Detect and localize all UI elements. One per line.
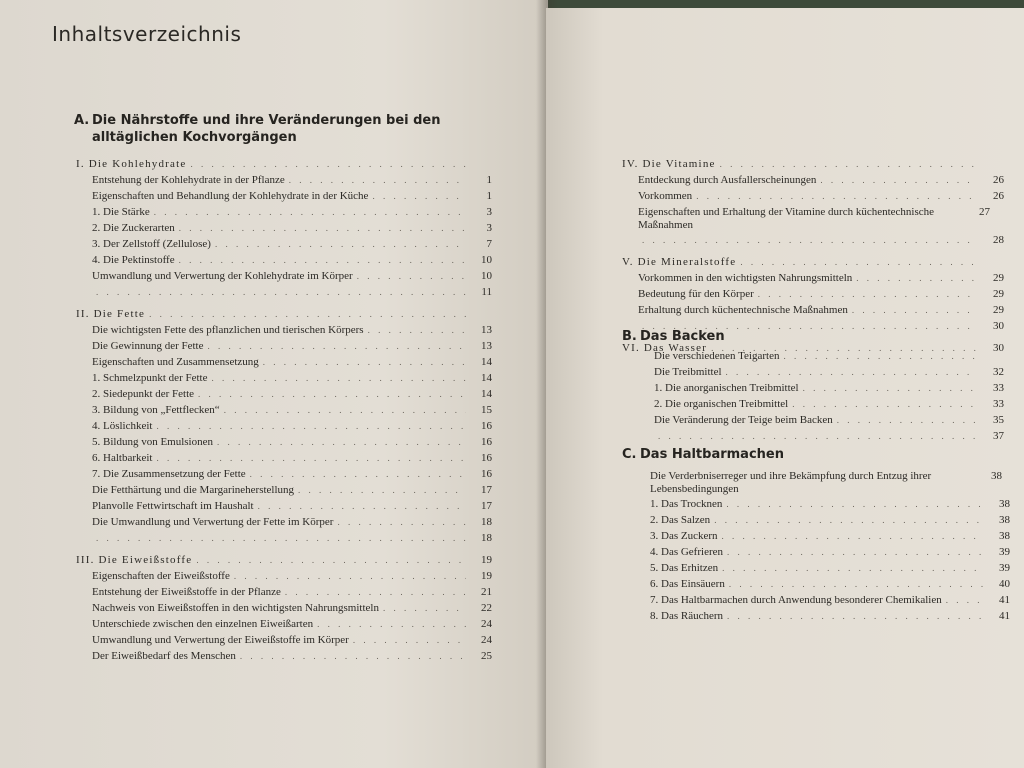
toc-page-number: 33	[993, 398, 1004, 410]
toc-page-number: 16	[481, 452, 492, 464]
toc-entry	[92, 220, 492, 236]
toc-leader-dots	[820, 172, 978, 188]
toc-leader-dots	[740, 254, 978, 270]
toc-entry-text: Planvolle Fettwirtschaft im Haushalt	[92, 500, 254, 512]
toc-group-heading	[622, 254, 1004, 270]
toc-leader-dots	[729, 576, 984, 592]
toc-entry	[92, 600, 492, 616]
toc-entry-text: V. Die Mineralstoffe	[622, 256, 737, 268]
toc-page-number: 41	[999, 610, 1010, 622]
toc-leader-dots	[357, 268, 466, 284]
toc-group-heading	[76, 306, 492, 322]
toc-entry-text: Vorkommen	[638, 190, 693, 202]
toc-entry	[650, 592, 1010, 608]
toc-leader-dots	[240, 648, 466, 664]
toc-page-number: 7	[486, 238, 492, 250]
toc-entry	[638, 172, 1004, 188]
toc-entry-text: III. Die Eiweißstoffe	[76, 554, 193, 566]
toc-page-number: 17	[481, 484, 492, 496]
toc-entry	[654, 348, 1004, 364]
toc-page-number: 1	[486, 174, 492, 186]
section-c-heading	[622, 446, 784, 463]
toc-entry	[654, 428, 1004, 444]
toc-page-number: 16	[481, 420, 492, 432]
toc-page-number: 3	[486, 206, 492, 218]
page-title: Inhaltsverzeichnis	[52, 22, 242, 46]
toc-page-number: 13	[481, 340, 492, 352]
section-a-letter: A.	[74, 113, 90, 128]
toc-entry-text: Die Umwandlung und Verwertung der Fette im Körper	[92, 516, 334, 528]
toc-page-number: 26	[993, 174, 1004, 186]
toc-page-number: 32	[993, 366, 1004, 378]
toc-page-number: 29	[993, 304, 1004, 316]
toc-page-number: 30	[993, 320, 1004, 332]
toc-leader-dots	[722, 560, 984, 576]
toc-leader-dots	[258, 498, 466, 514]
section-c-letter: C.	[622, 447, 637, 462]
toc-leader-dots	[714, 512, 984, 528]
section-b-letter: B.	[622, 329, 637, 344]
toc-page-number: 38	[999, 498, 1010, 510]
toc-page-number: 18	[481, 516, 492, 528]
toc-leader-dots	[720, 156, 978, 172]
toc-page-number: 26	[993, 190, 1004, 202]
toc-entry-text: 1. Das Trocknen	[650, 498, 723, 510]
toc-entry-text: Die Treibmittel	[654, 366, 722, 378]
toc-entry	[92, 402, 492, 418]
toc-leader-dots	[722, 528, 984, 544]
toc-entry	[650, 496, 1010, 512]
toc-page-number: 33	[993, 382, 1004, 394]
toc-leader-dots	[198, 386, 466, 402]
toc-entry-text: Bedeutung für den Körper	[638, 288, 754, 300]
toc-entry-text: II. Die Fette	[76, 308, 146, 320]
toc-entry-text: 6. Haltbarkeit	[92, 452, 153, 464]
toc-entry-text: 4. Das Gefrieren	[650, 546, 723, 558]
toc-page-number: 14	[481, 388, 492, 400]
toc-group-heading	[76, 552, 492, 568]
toc-entry	[92, 252, 492, 268]
toc-entry	[92, 530, 492, 546]
toc-page-number: 1	[486, 190, 492, 202]
toc-entry-text: 2. Die organischen Treibmittel	[654, 398, 789, 410]
toc-leader-dots	[317, 616, 466, 632]
toc-page-number: 38	[999, 514, 1010, 526]
toc-entry	[92, 418, 492, 434]
toc-entry	[92, 584, 492, 600]
toc-entry-text: Eigenschaften und Behandlung der Kohlehydrate in der Küche	[92, 190, 369, 202]
toc-entry-text: 4. Die Pektinstoffe	[92, 254, 175, 266]
toc-leader-dots	[852, 302, 978, 318]
toc-page-number: 25	[481, 650, 492, 662]
toc-entry	[638, 188, 1004, 204]
toc-leader-dots	[727, 544, 984, 560]
toc-leader-dots	[726, 496, 984, 512]
toc-leader-dots	[783, 348, 978, 364]
toc-leader-dots	[368, 322, 466, 338]
section-a-title-line2: alltäglichen Kochvorgängen	[92, 130, 297, 145]
toc-page-number: 30	[993, 342, 1004, 354]
toc-entry-text: 5. Das Erhitzen	[650, 562, 719, 574]
toc-group-heading	[622, 156, 1004, 172]
toc-leader-dots	[96, 284, 466, 300]
toc-entry-text: 7. Die Zusammensetzung der Fette	[92, 468, 246, 480]
toc-page-number: 21	[481, 586, 492, 598]
toc-entry	[650, 560, 1010, 576]
toc-page-number: 18	[481, 532, 492, 544]
toc-leader-dots	[224, 402, 466, 418]
toc-page-number: 10	[481, 254, 492, 266]
toc-entry	[92, 268, 492, 284]
toc-entry	[92, 204, 492, 220]
toc-entry	[638, 232, 1004, 248]
section-b-heading	[622, 328, 725, 345]
toc-entry-text: Umwandlung und Verwertung der Eiweißstoffe im Körper	[92, 634, 349, 646]
toc-entry-text: 8. Das Räuchern	[650, 610, 724, 622]
toc-leader-dots	[234, 568, 466, 584]
toc-entry	[92, 284, 492, 300]
toc-entry-text: Der Eiweißbedarf des Menschen	[92, 650, 236, 662]
toc-page-number: 27	[979, 206, 990, 218]
toc-leader-dots	[157, 418, 467, 434]
toc-leader-dots	[696, 188, 978, 204]
toc-page-number: 14	[481, 356, 492, 368]
toc-page-number: 29	[993, 288, 1004, 300]
toc-entry	[92, 648, 492, 664]
toc-leader-dots	[250, 466, 466, 482]
toc-entry	[92, 236, 492, 252]
toc-entry-text: 1. Schmelzpunkt der Fette	[92, 372, 208, 384]
toc-entry-text: 1. Die Stärke	[92, 206, 150, 218]
toc-entry	[654, 412, 1004, 428]
toc-leader-dots	[208, 338, 467, 354]
toc-entry	[92, 188, 492, 204]
toc-leader-dots	[337, 514, 466, 530]
toc-leader-dots	[758, 286, 978, 302]
toc-group-heading	[76, 156, 492, 172]
toc-entry	[92, 616, 492, 632]
toc-leader-dots	[946, 592, 984, 608]
toc-leader-dots	[298, 482, 466, 498]
toc-entry	[650, 468, 1010, 496]
toc-page-number: 40	[999, 578, 1010, 590]
toc-page-number: 11	[481, 286, 492, 298]
toc-entry-text: Die verschiedenen Teigarten	[654, 350, 780, 362]
toc-entry	[654, 396, 1004, 412]
toc-entry	[92, 386, 492, 402]
toc-page-number: 17	[481, 500, 492, 512]
toc-page-number: 19	[481, 554, 492, 566]
toc-leader-dots	[217, 434, 466, 450]
toc-leader-dots	[383, 600, 466, 616]
toc-entry	[638, 270, 1004, 286]
toc-entry	[92, 338, 492, 354]
toc-leader-dots	[196, 552, 466, 568]
toc-entry	[92, 370, 492, 386]
toc-leader-dots	[96, 530, 466, 546]
toc-page-number: 15	[481, 404, 492, 416]
toc-entry-text: Entstehung der Kohlehydrate in der Pflanze	[92, 174, 285, 186]
toc-entry	[92, 354, 492, 370]
toc-leader-dots	[154, 204, 466, 220]
toc-leader-dots	[658, 428, 978, 444]
toc-page-number: 10	[481, 270, 492, 282]
toc-page-number: 39	[999, 562, 1010, 574]
toc-entry-text: 3. Der Zellstoff (Zellulose)	[92, 238, 211, 250]
toc-entry-text: Erhaltung durch küchentechnische Maßnahmen	[638, 304, 848, 316]
toc-entry	[638, 286, 1004, 302]
toc-entry-text: Die Veränderung der Teige beim Backen	[654, 414, 833, 426]
toc-entry-text: Vorkommen in den wichtigsten Nahrungsmitteln	[638, 272, 853, 284]
toc-entry-text: 7. Das Haltbarmachen durch Anwendung besonderer Chemikalien	[650, 594, 942, 606]
toc-entry-text: Entstehung der Eiweißstoffe in der Pflanze	[92, 586, 281, 598]
toc-entry-text: Nachweis von Eiweißstoffen in den wichtigsten Nahrungsmitteln	[92, 602, 379, 614]
toc-entry	[92, 322, 492, 338]
toc-entry	[654, 364, 1004, 380]
toc-page-number: 28	[993, 234, 1004, 246]
right-page	[546, 8, 1024, 768]
toc-page-number: 22	[481, 602, 492, 614]
toc-entry	[650, 544, 1010, 560]
toc-entry-text: 3. Bildung von „Fettflecken“	[92, 404, 220, 416]
toc-entry	[92, 498, 492, 514]
toc-entry-text: Die Fetthärtung und die Margarineherstellung	[92, 484, 295, 496]
toc-entry	[92, 172, 492, 188]
toc-right-haltbarmachen	[650, 468, 1010, 624]
toc-entry-text: VI. Das Wasser	[622, 342, 708, 354]
toc-entry-text: 5. Bildung von Emulsionen	[92, 436, 213, 448]
toc-entry	[650, 608, 1010, 624]
toc-leader-dots	[263, 354, 466, 370]
section-a-heading	[74, 112, 474, 146]
toc-leader-dots	[156, 450, 466, 466]
toc-entry	[92, 450, 492, 466]
toc-page-number: 37	[993, 430, 1004, 442]
toc-leader-dots	[726, 364, 978, 380]
toc-leader-dots	[856, 270, 978, 286]
toc-page-number: 41	[999, 594, 1010, 606]
section-c-title: Das Haltbarmachen	[640, 447, 784, 462]
toc-entry	[650, 528, 1010, 544]
toc-entry-text: Unterschiede zwischen den einzelnen Eiweißarten	[92, 618, 314, 630]
toc-entry-text: Die Verderbniserreger und ihre Bekämpfung durch Entzug ihrer Lebensbedingungen	[650, 470, 932, 495]
toc-entry-text: Umwandlung und Verwertung der Kohlehydrate im Körper	[92, 270, 353, 282]
section-a-title-line1: Die Nährstoffe und ihre Veränderungen bei den	[92, 113, 441, 128]
toc-leader-dots	[727, 608, 984, 624]
toc-page-number: 39	[999, 546, 1010, 558]
toc-entry	[92, 568, 492, 584]
toc-page-number: 16	[481, 436, 492, 448]
toc-page-number: 14	[481, 372, 492, 384]
toc-page-number: 16	[481, 468, 492, 480]
toc-entry-text: 6. Das Einsäuern	[650, 578, 725, 590]
toc-entry-text: Entdeckung durch Ausfallerscheinungen	[638, 174, 817, 186]
toc-leader-dots	[353, 632, 466, 648]
toc-entry	[92, 434, 492, 450]
toc-entry	[92, 482, 492, 498]
toc-page-number: 13	[481, 324, 492, 336]
toc-leader-dots	[803, 380, 978, 396]
toc-entry-text: Eigenschaften und Erhaltung der Vitamine durch küchentechnische Maßnahmen	[638, 206, 935, 231]
toc-page-number: 24	[481, 618, 492, 630]
toc-entry	[92, 466, 492, 482]
toc-page-number: 38	[991, 470, 1002, 482]
toc-entry	[638, 204, 1004, 232]
toc-leader-dots	[211, 370, 466, 386]
toc-leader-dots	[190, 156, 466, 172]
toc-leader-dots	[837, 412, 978, 428]
toc-entry-text: Eigenschaften der Eiweißstoffe	[92, 570, 230, 582]
toc-leader-dots	[285, 584, 466, 600]
toc-right-vitamins	[622, 150, 1004, 356]
toc-entry-text: 3. Das Zuckern	[650, 530, 718, 542]
toc-entry-text: 2. Die Zuckerarten	[92, 222, 175, 234]
toc-entry-text: Die wichtigsten Fette des pflanzlichen und tierischen Körpers	[92, 324, 364, 336]
toc-entry-text: I. Die Kohlehydrate	[76, 158, 187, 170]
toc-leader-dots	[179, 252, 466, 268]
toc-page-number: 29	[993, 272, 1004, 284]
toc-entry-text: 1. Die anorganischen Treibmittel	[654, 382, 799, 394]
toc-page-number: 35	[993, 414, 1004, 426]
toc-leader-dots	[215, 236, 466, 252]
toc-entry	[638, 302, 1004, 318]
toc-page-number: 3	[486, 222, 492, 234]
toc-page-number: 38	[999, 530, 1010, 542]
toc-entry-text: 4. Löslichkeit	[92, 420, 153, 432]
toc-leader-dots	[372, 188, 466, 204]
toc-leader-dots	[289, 172, 466, 188]
toc-entry	[650, 576, 1010, 592]
toc-right-backen	[654, 348, 1004, 444]
toc-entry-text: IV. Die Vitamine	[622, 158, 716, 170]
toc-entry	[92, 514, 492, 530]
toc-entry-text: Die Gewinnung der Fette	[92, 340, 204, 352]
toc-leader-dots	[792, 396, 978, 412]
toc-page-number: 24	[481, 634, 492, 646]
toc-leader-dots	[642, 232, 978, 248]
toc-leader-dots	[179, 220, 466, 236]
toc-entry-text: Eigenschaften und Zusammensetzung	[92, 356, 259, 368]
toc-entry-text: 2. Das Salzen	[650, 514, 711, 526]
toc-left	[76, 150, 492, 664]
toc-page-number: 19	[481, 570, 492, 582]
toc-leader-dots	[149, 306, 466, 322]
toc-entry	[654, 380, 1004, 396]
toc-entry	[650, 512, 1010, 528]
toc-entry	[92, 632, 492, 648]
toc-entry-text: 2. Siedepunkt der Fette	[92, 388, 195, 400]
section-b-title: Das Backen	[640, 329, 725, 344]
